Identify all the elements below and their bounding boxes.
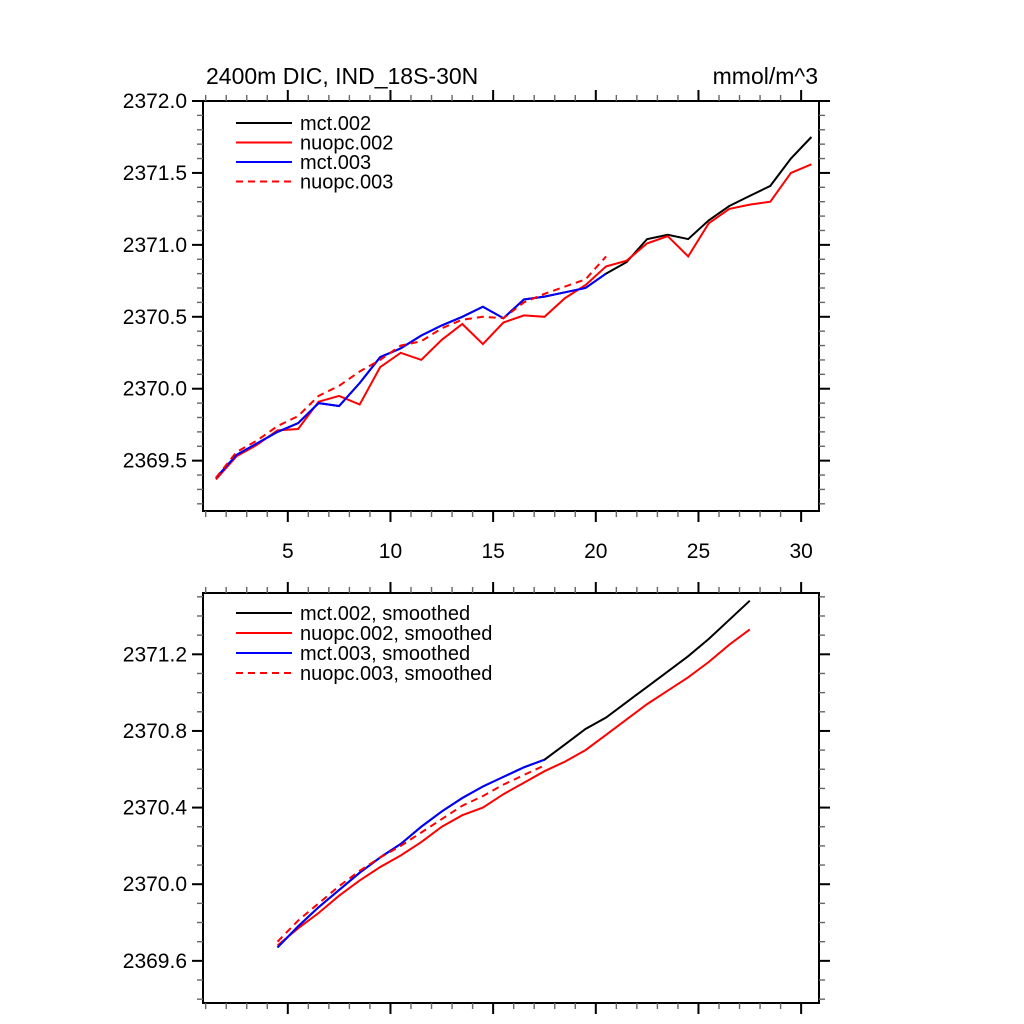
x-tick-label: 30 (789, 540, 813, 563)
y-tick-label: 2371.2 (122, 643, 187, 667)
legend-label: mct.003, smoothed (300, 643, 471, 665)
y-tick-label: 2370.5 (122, 305, 187, 329)
legend-label: mct.003 (300, 152, 372, 174)
bottom-plot-frame (203, 593, 819, 1003)
bottom-legend (236, 603, 492, 685)
y-tick-label: 2369.6 (122, 949, 187, 973)
y-tick-label: 2370.0 (122, 377, 187, 401)
top-plot-frame (203, 101, 819, 511)
legend-label: mct.002, smoothed (300, 603, 471, 625)
bottom-axis-ticks (192, 582, 830, 1014)
y-tick-label: 2371.5 (122, 161, 187, 185)
y-tick-label: 2370.4 (122, 796, 187, 820)
plot-title: 2400m DIC, IND_18S-30N (206, 63, 479, 89)
y-tick-label: 2370.8 (122, 719, 187, 743)
units-label: mmol/m^3 (712, 63, 818, 89)
x-tick-label: 20 (584, 540, 608, 563)
legend-label: nuopc.002, smoothed (300, 623, 493, 645)
series-mct.003-smoothed (278, 760, 545, 948)
series-nuopc.003 (216, 256, 606, 478)
plots-container (123, 90, 830, 1014)
series-mct.003 (216, 274, 606, 478)
legend-label: nuopc.002 (300, 132, 394, 155)
x-tick-label: 5 (281, 540, 294, 563)
x-tick-label: 25 (686, 540, 711, 563)
x-tick-label: 15 (481, 540, 505, 563)
top-legend (236, 113, 393, 194)
legend-label: nuopc.003, smoothed (300, 663, 493, 685)
x-tick-label: 10 (378, 540, 403, 563)
y-tick-label: 2371.0 (122, 233, 187, 257)
y-tick-label: 2370.0 (122, 873, 187, 897)
top-plot (123, 90, 830, 563)
y-tick-label: 2372.0 (122, 90, 187, 113)
series-nuopc.003-smoothed (278, 765, 545, 941)
legend-label: nuopc.003 (300, 171, 394, 194)
y-tick-label: 2369.5 (122, 449, 187, 473)
bottom-plot (123, 582, 830, 1014)
top-axis-ticks (192, 90, 830, 522)
legend-label: mct.002 (300, 113, 372, 135)
